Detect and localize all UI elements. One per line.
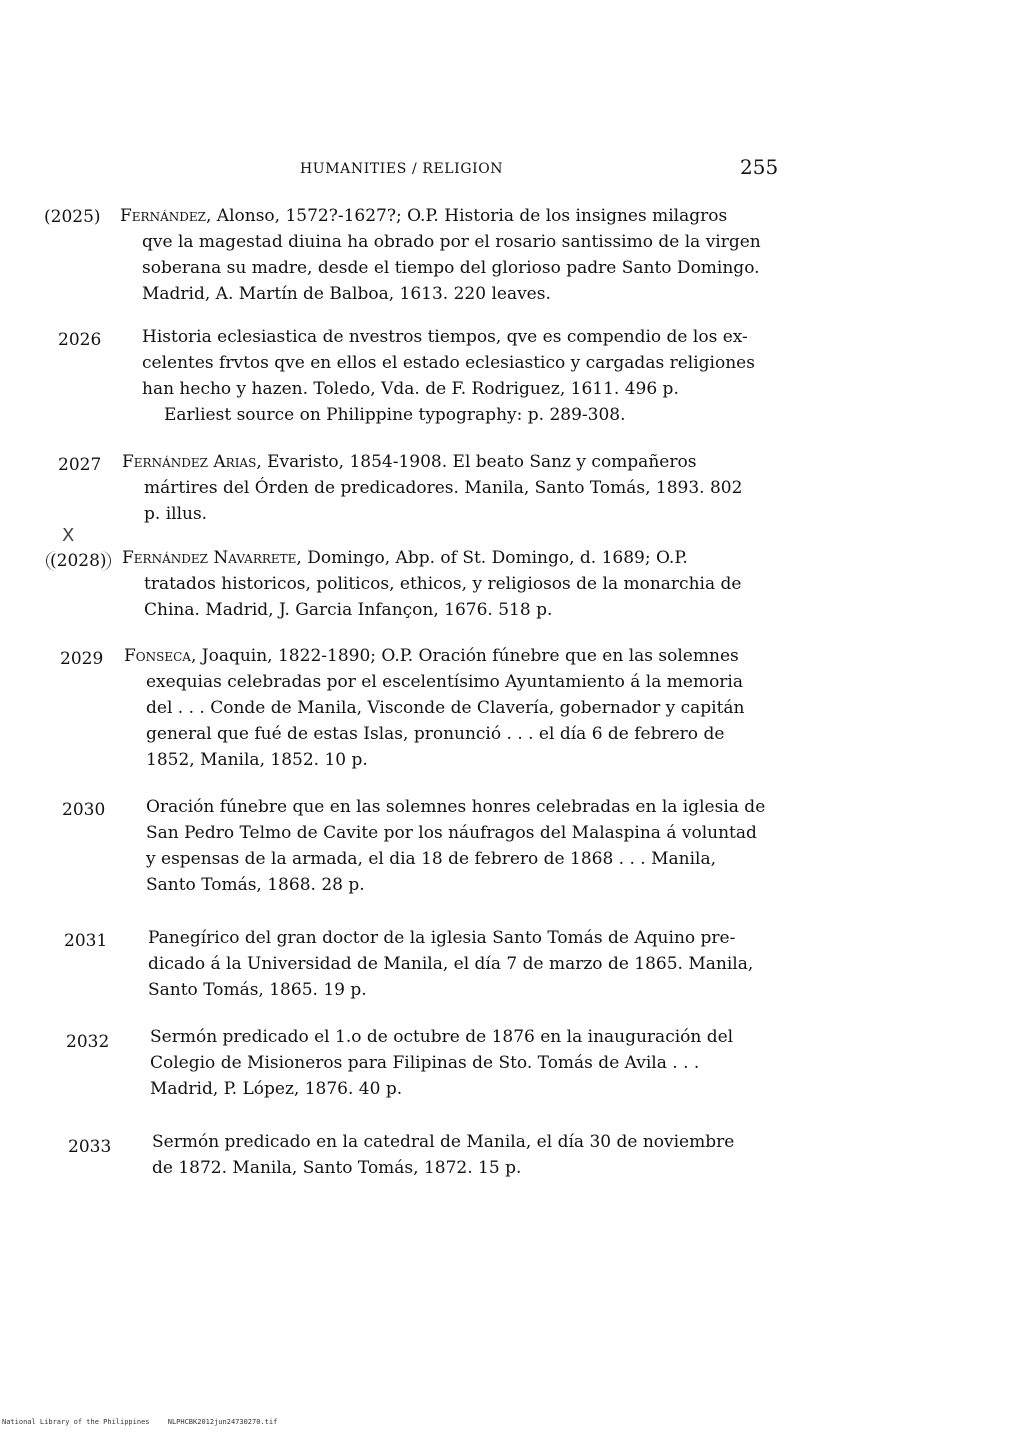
entry-line: Fernández Navarrete, Domingo, Abp. of St. Domingo, d. 1689; O.P. <box>122 548 688 568</box>
section-title: HUMANITIES / RELIGION <box>300 161 504 177</box>
entry-line: Historia eclesiastica de nvestros tiempos, qve es compendio de los ex- <box>142 327 748 347</box>
entry-line: Fernández, Alonso, 1572?-1627?; O.P. Historia de los insignes milagros <box>120 206 728 226</box>
library-credit: National Library of the Philippines <box>2 1418 150 1426</box>
entry-number: 2027 <box>58 455 102 475</box>
entry-line: celentes frvtos qve en ellos el estado eclesiastico y cargadas religiones <box>142 353 755 373</box>
entry-line: Panegírico del gran doctor de la iglesia Santo Tomás de Aquino pre- <box>148 928 736 948</box>
entry-number: 2026 <box>58 330 102 350</box>
entry-note: Earliest source on Philippine typography: p. 289-308. <box>164 405 626 425</box>
entry-line: Colegio de Misioneros para Filipinas de Sto. Tomás de Avila . . . <box>150 1053 700 1073</box>
entry-number: (2028) <box>46 551 111 571</box>
entry-text <box>124 643 745 773</box>
entry-text <box>148 925 753 1003</box>
page-number: 255 <box>740 155 779 179</box>
entry-line: han hecho y hazen. Toledo, Vda. de F. Rodriguez, 1611. 496 p. <box>142 379 679 399</box>
entry-line: Madrid, P. López, 1876. 40 p. <box>150 1079 403 1099</box>
entry-line: p. illus. <box>144 504 208 524</box>
entry-line: Sermón predicado el 1.o de octubre de 1876 en la inauguración del <box>150 1027 734 1047</box>
entry-line: 1852, Manila, 1852. 10 p. <box>146 750 368 770</box>
running-header <box>0 155 1011 185</box>
entry-text <box>120 203 761 307</box>
entry-text <box>142 324 755 428</box>
entry-number: 2031 <box>64 931 108 951</box>
entry-number: 2029 <box>60 649 104 669</box>
entry-line: Sermón predicado en la catedral de Manila, el día 30 de noviembre <box>152 1132 735 1152</box>
scan-footer <box>2 1418 291 1426</box>
handwritten-mark: X <box>62 525 75 546</box>
entry-text <box>146 794 765 898</box>
entry-text <box>152 1129 734 1181</box>
entry-line: y espensas de la armada, el dia 18 de febrero de 1868 . . . Manila, <box>146 849 717 869</box>
entry-line: general que fué de estas Islas, pronunció . . . el día 6 de febrero de <box>146 724 725 744</box>
entry-author: Fonseca, <box>124 646 197 666</box>
entry-author: Fernández, <box>120 206 212 226</box>
entry-number: 2030 <box>62 800 106 820</box>
entry-text <box>122 449 742 527</box>
entry-number: 2032 <box>66 1032 110 1052</box>
entry-line: dicado á la Universidad de Manila, el día 7 de marzo de 1865. Manila, <box>148 954 754 974</box>
entry-line: San Pedro Telmo de Cavite por los náufragos del Malaspina á voluntad <box>146 823 757 843</box>
entry-line: China. Madrid, J. Garcia Infançon, 1676. 518 p. <box>144 600 553 620</box>
entry-text <box>122 545 741 623</box>
entry-number: 2033 <box>68 1137 112 1157</box>
entry-line: Fonseca, Joaquin, 1822-1890; O.P. Oración fúnebre que en las solemnes <box>124 646 739 666</box>
entry-line: qve la magestad diuina ha obrado por el rosario santissimo de la virgen <box>142 232 761 252</box>
file-id: NLPHCBK2012jun24730270.tif <box>167 1418 278 1426</box>
entry-line: Santo Tomás, 1868. 28 p. <box>146 875 365 895</box>
entry-line: exequias celebradas por el escelentísimo Ayuntamiento á la memoria <box>146 672 744 692</box>
entry-line: tratados historicos, politicos, ethicos, y religiosos de la monarchia de <box>144 574 742 594</box>
entry-text <box>150 1024 733 1102</box>
entry-line: del . . . Conde de Manila, Visconde de Clavería, gobernador y capitán <box>146 698 745 718</box>
entry-line: soberana su madre, desde el tiempo del glorioso padre Santo Domingo. <box>142 258 760 278</box>
entry-author: Fernández Navarrete, <box>122 548 302 568</box>
entry-line: Madrid, A. Martín de Balboa, 1613. 220 leaves. <box>142 284 551 304</box>
entry-author: Fernández Arias, <box>122 452 262 472</box>
entry-line: Santo Tomás, 1865. 19 p. <box>148 980 367 1000</box>
entry-line: mártires del Órden de predicadores. Manila, Santo Tomás, 1893. 802 <box>144 478 743 498</box>
entry-line: de 1872. Manila, Santo Tomás, 1872. 15 p. <box>152 1158 522 1178</box>
entry-number: (2025) <box>44 207 101 227</box>
entry-line: Oración fúnebre que en las solemnes honres celebradas en la iglesia de <box>146 797 766 817</box>
entry-line: Fernández Arias, Evaristo, 1854-1908. El beato Sanz y compañeros <box>122 452 697 472</box>
